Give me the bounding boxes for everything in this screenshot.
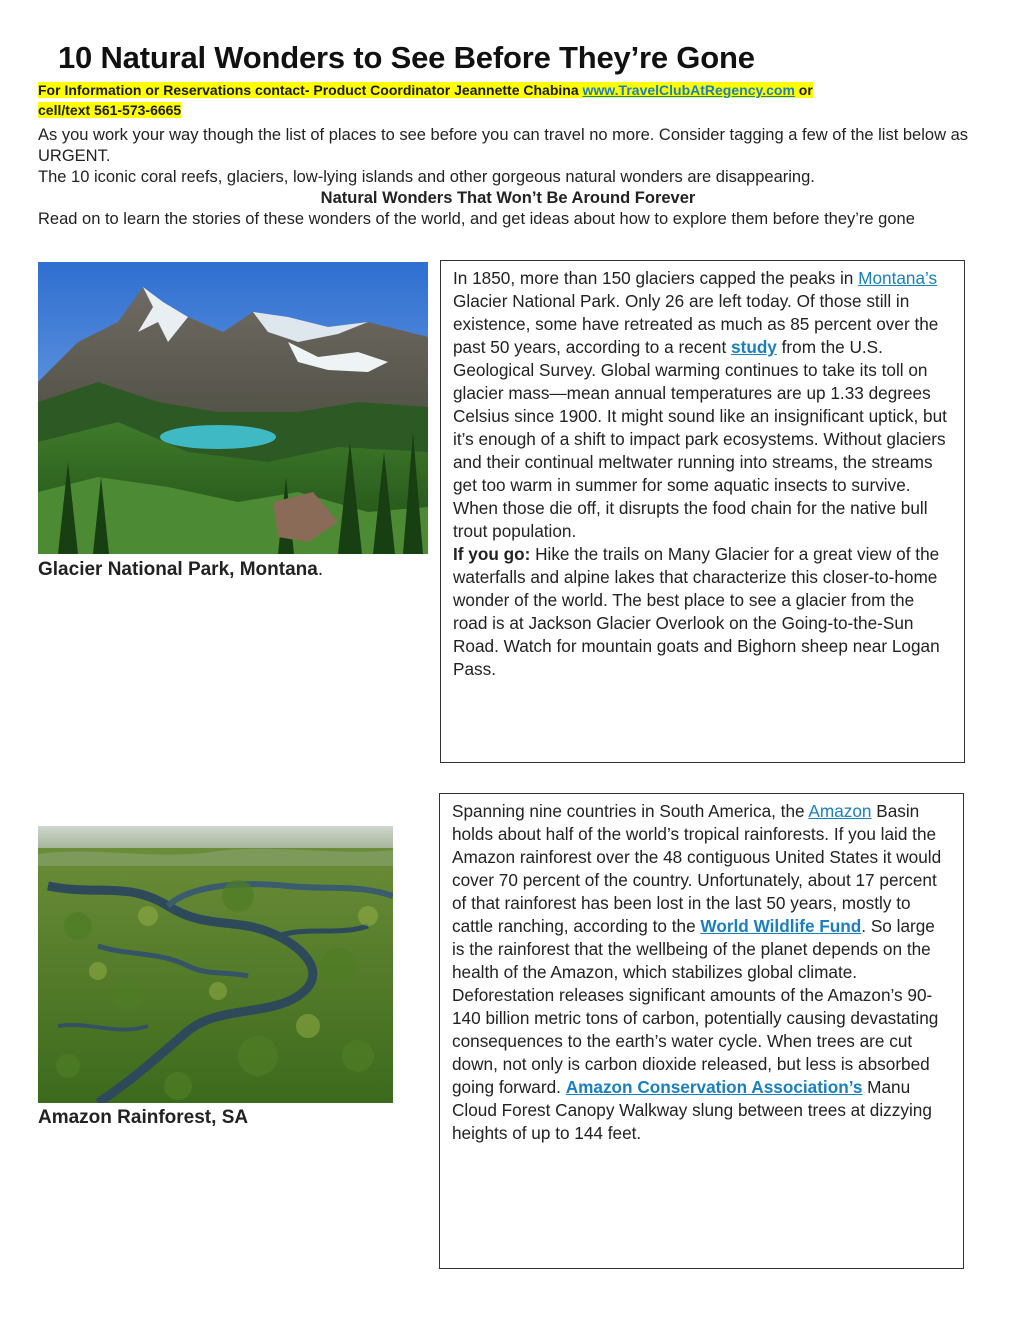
glacier-text-1: In 1850, more than 150 glaciers capped the peaks in (453, 268, 859, 288)
intro-line-2: The 10 iconic coral reefs, glaciers, low-lying islands and other gorgeous natural wonders are disappearing. (38, 168, 815, 186)
glacier-photo (38, 262, 428, 554)
page-title: 10 Natural Wonders to See Before They’re Gone (58, 40, 755, 75)
glacier-text-box (440, 260, 965, 763)
amazon-text-4: Manu Cloud Forest Canopy Walkway slung between trees at dizzying heights of up to 144 feet. (452, 1077, 932, 1143)
amazon-link[interactable]: Amazon (808, 801, 872, 821)
amazon-caption: Amazon Rainforest, SA (38, 1107, 249, 1128)
glacier-caption (38, 559, 323, 581)
intro-line-3: Read on to learn the stories of these wonders of the world, and get ideas about how to explore them before they’re gone (38, 210, 915, 228)
if-you-go-text: Hike the trails on Many Glacier for a great view of the waterfalls and alpine lakes that characterize this closer-to-home wonder of the world. The best place to see a glacier from the road is at Jackson Glacier Overlook on the Going-to-the-Sun Road. Watch for mountain goats and Bighorn sheep near Logan Pass. (453, 544, 940, 679)
contact-phone: cell/text 561-573-6665 (38, 102, 182, 118)
glacier-caption-suffix: . (317, 559, 324, 580)
if-you-go-label: If you go: (453, 544, 531, 564)
amazon-paragraph (452, 800, 951, 1145)
amazon-conservation-link[interactable]: Amazon Conservation Association’s (565, 1077, 863, 1097)
glacier-text-3: from the U.S. Geological Survey. Global warming continues to take its toll on glacier mass—mean annual temperatures are up 1.33 degrees Celsius since 1900. It might sound like an insignificant uptick, but it’s enough of a shift to impact park ecosystems. Without glaciers and their continual meltwater running into streams, the streams get too warm in summer for some aquatic insects to survive. When those die off, it disrupts the food chain for the native bull trout population. (453, 337, 947, 541)
amazon-text-box (439, 793, 964, 1269)
website-link[interactable]: www.TravelClubAtRegency.com (582, 82, 795, 98)
glacier-if-you-go (453, 543, 952, 681)
intro-line-1: As you work your way though the list of places to see before you can travel no more. Consider tagging a few of the list below as URGENT. (38, 126, 969, 165)
contact-or: or (794, 82, 813, 98)
intro-section (38, 125, 978, 230)
intro-subheading: Natural Wonders That Won’t Be Around Forever (320, 189, 696, 207)
glacier-paragraph (453, 267, 952, 543)
amazon-photo (38, 826, 393, 1103)
amazon-text-3: . So large is the rainforest that the wellbeing of the planet depends on the health of the Amazon, which stabilizes global climate. Deforestation releases significant amounts of the Amazon’s 90-140 billion metric tons of carbon, potentially causing devastating consequences to the earth’s water cycle. When trees are cut down, not only is carbon dioxide released, but less is absorbed going forward. (452, 916, 939, 1097)
glacier-caption-text: Glacier National Park, Montana (38, 559, 318, 580)
wwf-link[interactable]: World Wildlife Fund (700, 916, 862, 936)
contact-prefix: For Information or Reservations contact- Product Coordinator Jeannette Chabina (38, 82, 583, 98)
montana-link[interactable]: Montana’s (858, 268, 938, 288)
amazon-text-2: Basin holds about half of the world’s tropical rainforests. If you laid the Amazon rainforest over the 48 contiguous United States it would cover 70 percent of the country. Unfortunately, about 17 percent of that rainforest has been lost in the last 50 years, mostly to cattle ranching, according to the (452, 801, 942, 936)
study-link[interactable]: study (731, 337, 777, 357)
amazon-text-1: Spanning nine countries in South America, the (452, 801, 809, 821)
glacier-text-2: Glacier National Park. Only 26 are left today. Of those still in existence, some have retreated as much as 85 percent over the past 50 years, according to a recent (453, 291, 939, 357)
contact-line (38, 80, 930, 120)
